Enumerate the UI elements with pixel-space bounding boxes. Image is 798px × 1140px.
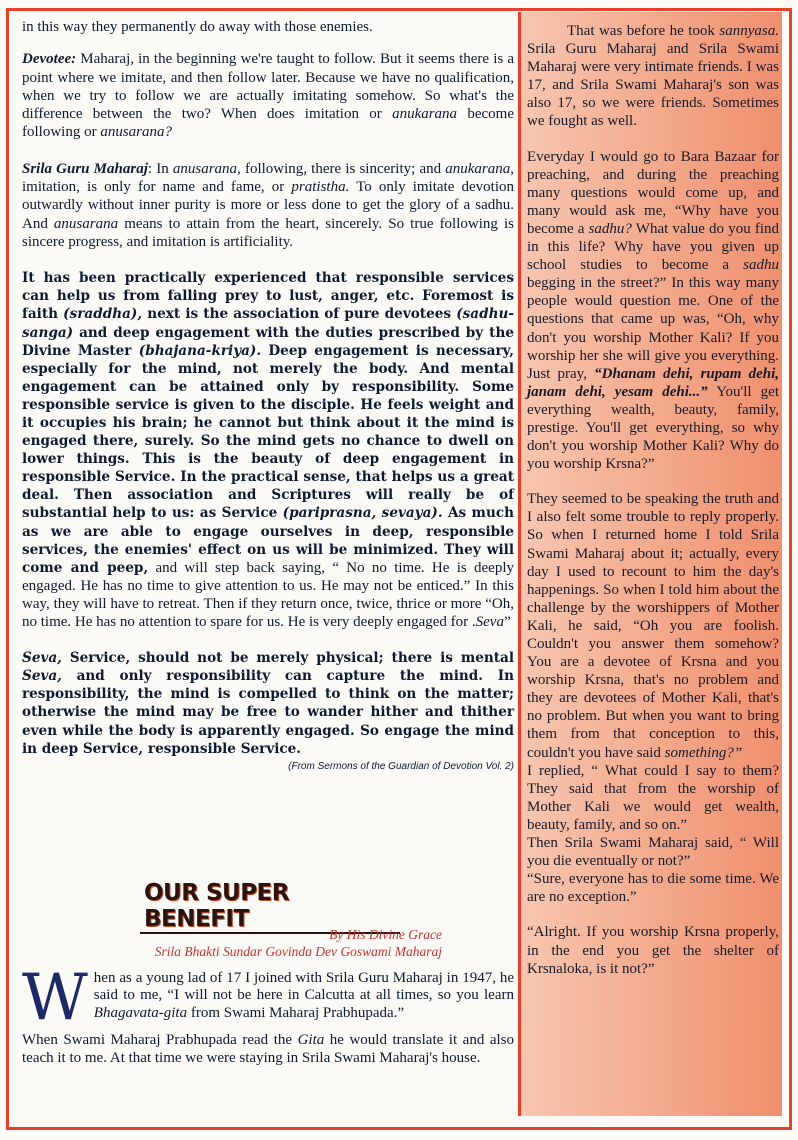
term: anusarana — [53, 215, 119, 232]
byline — [22, 926, 442, 960]
term: anusarana, — [172, 160, 241, 177]
text: means to attain from the heart, sincerely. So true following is sincere progress, and imitation is artificiality. — [22, 215, 514, 250]
text: : In — [147, 160, 173, 177]
mantra: “Dhanam dehi, rupam dehi, janam dehi, yesam dehi...” — [527, 365, 779, 400]
right-column-text — [527, 22, 779, 995]
text: They seemed to be speaking the truth and I also felt some trouble to reply properly. So when I returned home I told Srila Swami Maharaj about it; actually, every day I used to recount to him the day's happenings. So when I told him about the challenge by the worshippers of Mother Kali, he said, “Oh you are foolish. Couldn't you answer them somehow? You are a devotee of Krsna and you worship Krsna, that's no problem and they are devotees of Mother Kali, that's no problem. But when you want to bring them from that conception to this, couldn't you have said — [527, 491, 779, 761]
heading-title: OUR SUPER BENEFIT — [140, 880, 400, 934]
section-heading — [140, 880, 400, 932]
text: Deep engagement is necessary, especially for the mind, not merely the body. And mental engagement can be attained only by responsibility. Some responsible service is given to the disciple. He feels weight and it occupies his brain; he cannot but think about it the mind is engaged there, surely. So the mind gets no chance to dwell on lower things. This is the beauty of deep engagement in responsible Service. In the practical sense, that helps us a great deal. Then association and Scriptures will really be of substantial help to us: as Service — [22, 342, 514, 522]
text: , imitation, is only for name and fame, or — [22, 160, 515, 196]
text: What value do you find in this life? Why have you given up school studies to become a — [527, 220, 779, 274]
byline-line-2: Srila Bhakti Sundar Govinda Dev Goswami Maharaj — [154, 944, 442, 959]
term: (pariprasna, sevaya). — [282, 505, 443, 522]
text: When Swami Maharaj Prabhupada read the — [22, 1032, 298, 1049]
term: Seva, — [22, 650, 62, 667]
article-body — [22, 961, 515, 1085]
text: That was before he took — [567, 23, 720, 39]
text: become following or — [22, 106, 515, 141]
top-line: in this way they permanently do away with those enemies. — [22, 19, 373, 35]
byline-line-1: By His Divine Grace — [329, 927, 442, 942]
term: anukarana — [392, 106, 458, 123]
text: As much as we are able to engage ourselves in deep, responsible services, the enemies' effect on us will be minimized. They will come and peep, — [22, 505, 514, 576]
term: pratistha. — [291, 179, 350, 196]
speaker-guru: Srila Guru Maharaj — [22, 160, 148, 177]
term: sadhu — [743, 257, 779, 274]
term: (sraddha), — [63, 306, 143, 323]
text: You'll get everything wealth, beauty, family, prestige. You'll get everything, so why don't you worship Mother Kali? Why do you worship Krsna?” — [527, 383, 779, 473]
drop-cap: W — [22, 961, 88, 1035]
text: he would translate it and also teach it to me. At that time we were staying in Srila Swami Maharaj's house. — [22, 1032, 515, 1066]
left-column — [22, 18, 514, 776]
text: following, there is sincerity; and — [240, 160, 446, 177]
text: Srila Guru Maharaj and Srila Swami Maharaj were very intimate friends. I was 17, and Srila Swami Maharaj's son was also 17, so we were friends. Sometimes we fought as well. — [527, 41, 779, 130]
text: Everyday I would go to Bara Bazaar for preaching, and during the preaching many questions would come up, and many would ask me, “Why have you become a — [527, 148, 779, 237]
responsible-services-paragraph — [22, 269, 514, 631]
text: and only responsibility can capture the mind. In responsibility, the mind is compelled to think on the matter; otherwise the mind may be free to wander hither and thither even while the body is apparently engaged. So engage the mind in deep Service, responsible Service. — [22, 668, 514, 757]
term: something?” — [664, 744, 743, 761]
text: hen as a young lad of 17 I joined with Srila Guru Maharaj in 1947, he said to me, “I will not be here in Calcutta at all times, so you learn — [93, 970, 514, 1004]
text: and will step back saying, “ No no time. He is deeply engaged. He has no time to give attention to us. He may not be enticed.” In this way, they will have to retreat. Then if they return once, twice, thrice or more “Oh, no time. He has no attention to spare for us. He is very deeply engaged for . — [22, 559, 514, 631]
text: next is the association of pure devotees — [142, 306, 457, 323]
text: To only imitate devotion outwardly without inner purity is more or less done to get the glory of a sadhu. And — [22, 179, 514, 232]
term: anusarana? — [100, 124, 173, 141]
right-column — [518, 12, 782, 1116]
term: Bhagavata-gita — [93, 1004, 188, 1021]
right-paragraph-2 — [527, 148, 779, 474]
term: anukarana — [445, 160, 511, 177]
right-paragraph-5: Then Srila Swami Maharaj said, “ Will you die eventually or not?” — [527, 835, 779, 870]
article-paragraph-1 — [22, 961, 514, 1035]
text: and deep engagement with the duties prescribed by the Divine Master — [22, 324, 514, 359]
text: ” — [503, 614, 511, 631]
text: Service, should not be merely physical; there is mental — [61, 650, 514, 667]
right-paragraph-4: I replied, “ What could I say to them? They said that from the worship of Mother Kali we would get wealth, beauty, family, and so on.” — [527, 762, 779, 833]
devotee-question — [22, 50, 514, 141]
term: (sadhu-sanga) — [22, 306, 514, 341]
guru-answer — [22, 160, 514, 251]
term: Seva — [475, 614, 504, 631]
text: begging in the street?” In this way many people would question me. One of the questions that came up was, “Oh, why don't you worship Mother Kali? If you worship her she will give you everything. Just pray, — [527, 275, 779, 382]
text: It has been practically experienced that responsible services can help us from falling prey to lust, anger, etc. Foremost is faith — [22, 270, 514, 323]
term: sadhu? — [588, 220, 632, 237]
right-paragraph-1 — [527, 22, 779, 131]
term: (bhajana-kriya). — [138, 342, 262, 359]
term: Seva, — [22, 668, 62, 685]
term: sannyasa. — [719, 23, 779, 39]
citation: (From Sermons of the Guardian of Devotion Vol. 2) — [288, 760, 514, 772]
right-paragraph-6: “Sure, everyone has to die some time. We are no exception.” — [527, 871, 779, 906]
text: Maharaj, in the beginning we're taught to follow. But it seems there is a point where we imitate, and then follow later. Because we have no qualification, when we try to follow we are actually imitating somehow. So what's the difference between the two? When does imitation or — [22, 51, 514, 123]
right-paragraph-3 — [527, 490, 779, 761]
article-paragraph-2 — [22, 1032, 514, 1067]
right-paragraph-7: “Alright. If you worship Krsna properly, in the end you get the shelter of Krsnaloka, is it not?” — [527, 924, 779, 977]
speaker-devotee: Devotee: — [22, 51, 77, 68]
seva-paragraph — [22, 649, 514, 758]
term: Gita — [297, 1032, 325, 1049]
text: from Swami Maharaj Prabhupada.” — [187, 1004, 405, 1021]
